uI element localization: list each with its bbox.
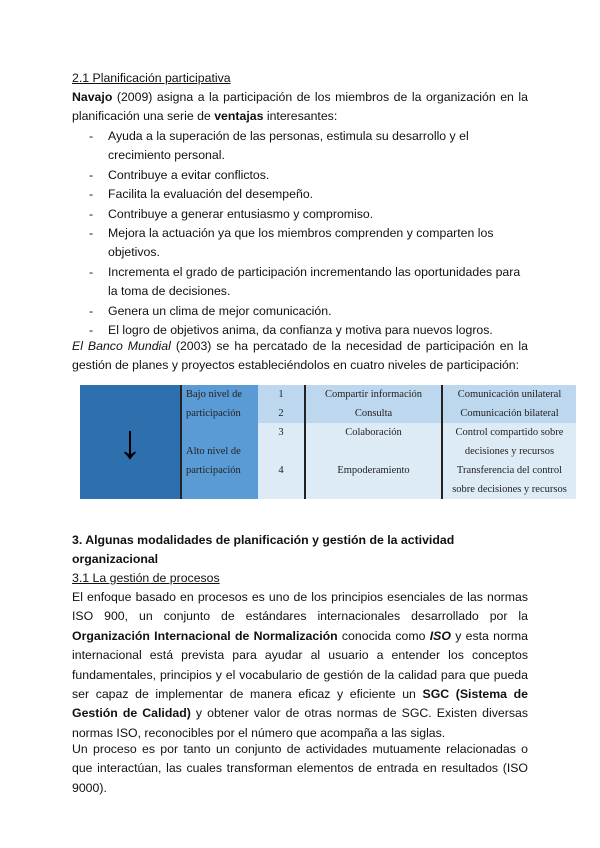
- table-row: [80, 385, 576, 404]
- level-description: Comunicación unilateral: [442, 385, 576, 404]
- ventajas-bold: ventajas: [214, 109, 264, 124]
- level-description: Transferencia del control sobre decisiones y recursos: [442, 461, 576, 499]
- banco-mundial-italic: El Banco Mundial: [72, 339, 171, 353]
- banco-text: (2003) se ha percatado de la necesidad de participación en la gestión de planes y proyectos estableciéndolos en cuatro niveles de participación:: [72, 339, 528, 373]
- level-description: Comunicación bilateral: [442, 404, 576, 423]
- intro-paragraph: [72, 88, 528, 127]
- list-item: [72, 205, 528, 224]
- level-name: Consulta: [305, 404, 442, 423]
- list-item: [72, 302, 528, 321]
- list-item: [72, 166, 528, 185]
- low-level-label: Bajo nivel de participación: [181, 385, 258, 423]
- level-description: Control compartido sobre decisiones y recursos: [442, 423, 576, 461]
- list-item-text: Mejora la actuación ya que los miembros comprenden y comparten los objetivos.: [108, 226, 494, 260]
- bullet-dash: -: [89, 167, 94, 182]
- list-item-text: Contribuye a generar entusiasmo y compromiso.: [108, 206, 374, 221]
- bullet-dash: -: [89, 264, 94, 279]
- bullet-dash: -: [89, 226, 94, 241]
- bullet-dash: -: [89, 303, 94, 318]
- list-item-text: Facilita la evaluación del desempeño.: [108, 187, 314, 202]
- advantages-list: [72, 127, 528, 340]
- text: conocida como: [337, 628, 430, 643]
- list-item-text: Genera un clima de mejor comunicación.: [108, 303, 332, 318]
- iso-paragraph: [72, 588, 528, 743]
- author-navajo: Navajo: [72, 90, 113, 104]
- level-number: 4: [258, 461, 305, 499]
- text: y obtener valor de otras normas de SGC. Existen diversas normas ISO, reconocibles por el número que acompaña a las siglas.: [72, 706, 528, 740]
- list-item-text: Incrementa el grado de participación incrementando las oportunidades para la toma de decisiones.: [108, 264, 521, 299]
- text: y esta norma internacional está prevista para ayudar al usuario a entender los conceptos fundamentales, principios y el vocabulario de gestión de la calidad para que pueda ser capaz de implementar de manera eficaz y eficiente un: [72, 628, 528, 702]
- intro-text: (2009) asigna a la participación de los miembros de la organización en la planificación una serie de: [72, 90, 528, 124]
- level-name: Colaboración: [305, 423, 442, 461]
- list-item: [72, 185, 528, 204]
- iso-bold-italic: ISO: [429, 628, 451, 643]
- list-item-text: El logro de objetivos anima, da confianza y motiva para nuevos logros.: [108, 323, 493, 338]
- list-item: [72, 224, 528, 263]
- list-item-text: Ayuda a la superación de las personas, estimula su desarrollo y el crecimiento personal.: [108, 129, 469, 163]
- intro-text-end: interesantes:: [263, 109, 338, 124]
- text: El enfoque basado en procesos es uno de los principios esenciales de las normas ISO 900, un conjunto de estándares internacionales desarrollado por la: [72, 590, 528, 624]
- level-number: 3: [258, 423, 305, 461]
- participation-levels-table: [80, 385, 576, 499]
- high-level-label: Alto nivel de participación: [181, 423, 258, 499]
- level-name: Empoderamiento: [305, 461, 442, 499]
- level-name: Compartir información: [305, 385, 442, 404]
- level-number: 1: [258, 385, 305, 404]
- arrow-down-icon: ↓: [80, 385, 181, 499]
- list-item: [72, 127, 528, 166]
- process-paragraph: Un proceso es por tanto un conjunto de actividades mutuamente relacionadas o que interactúan, las cuales transforman elementos de entrada en resultados (ISO 9000).: [72, 742, 528, 795]
- section-heading-3: 3. Algunas modalidades de planificación y gestión de la actividad organizacional: [72, 533, 455, 567]
- list-item-text: Contribuye a evitar conflictos.: [108, 167, 270, 182]
- bullet-dash: -: [89, 187, 94, 202]
- list-item: [72, 263, 528, 302]
- banco-paragraph: [72, 337, 528, 376]
- bullet-dash: -: [89, 323, 94, 338]
- bullet-dash: -: [89, 129, 94, 143]
- sgc-bold: SGC (Sistema de Gestión de Calidad): [72, 687, 528, 721]
- section-heading-2-1: 2.1 Planificación participativa: [72, 71, 231, 85]
- bullet-dash: -: [89, 206, 94, 221]
- level-number: 2: [258, 404, 305, 423]
- iso-org-bold: Organización Internacional de Normalización: [72, 628, 338, 643]
- section-heading-3-1: 3.1 La gestión de procesos: [72, 571, 220, 585]
